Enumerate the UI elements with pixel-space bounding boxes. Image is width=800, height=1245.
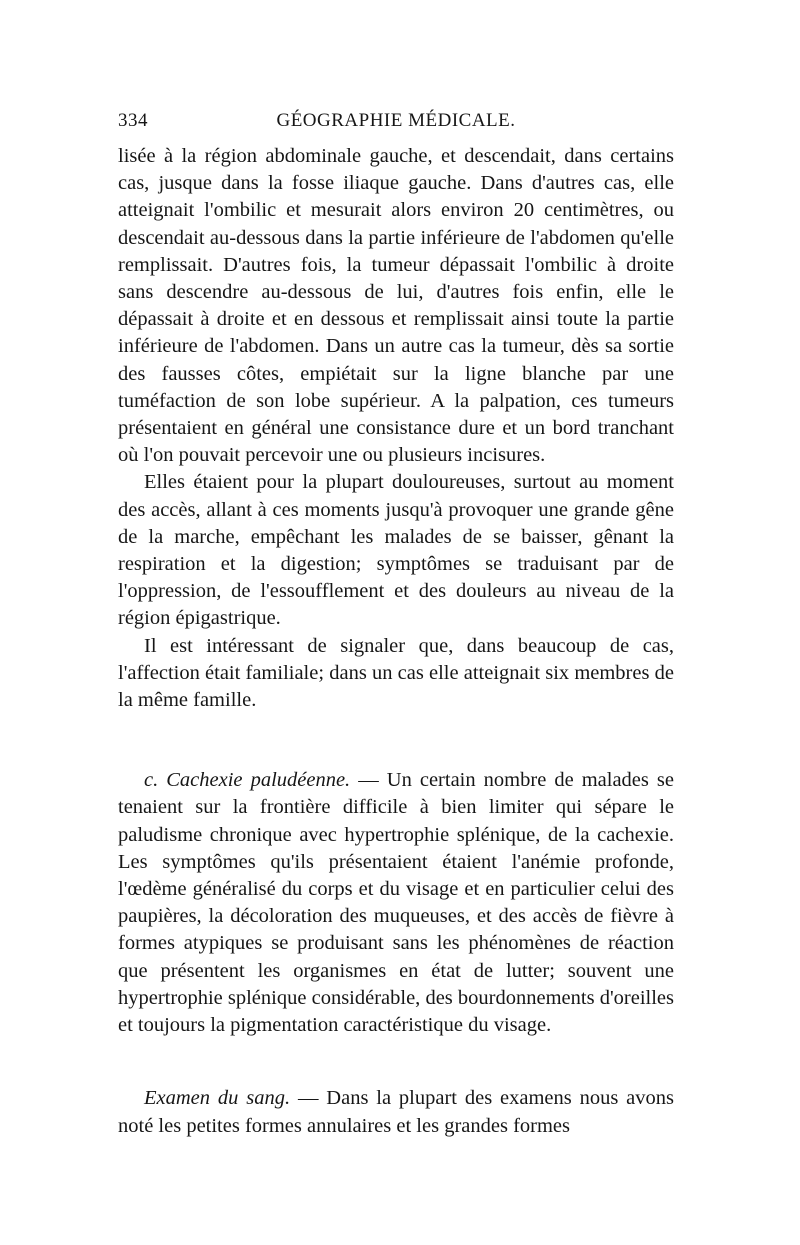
body-text [118, 143, 674, 1140]
section-heading: c. Cachexie paludéenne. [144, 769, 351, 792]
section-text: — Un certain nombre de malades se tenaient sur la frontière difficile à bien limiter qui sépare le paludisme chronique avec hypertrophie splénique, de la cachexie. Les symptômes qu'ils présentaient étaient l'anémie profonde, l'œdème généralisé du corps et du visage et en particulier celui des paupières, la décoloration des muqueuses, et des accès de fièvre à formes atypiques se produisant sans les phénomènes de réaction que présentent les organismes en état de lutter; souvent une hypertrophie splénique considérable, des bourdonnements d'oreilles et toujours la pigmentation caractéristique du visage. [118, 769, 674, 1037]
running-head [118, 110, 674, 140]
section-examen-du-sang [118, 1085, 674, 1139]
section-cachexie [118, 767, 674, 1039]
paragraph: Elles étaient pour la plupart douloureuses, surtout au moment des accès, allant à ces moments jusqu'à provoquer une grande gêne de la marche, empêchant les malades de se baisser, gênant la respiration et la digestion; symptômes se traduisant par de l'oppression, de l'essoufflement et des douleurs au niveau de la région épigastrique. [118, 471, 674, 630]
page-number: 334 [118, 110, 148, 131]
section-text: — Dans la plupart des examens nous avons noté les petites formes annulaires et les grandes formes [118, 1087, 674, 1137]
paragraph-continued: lisée à la région abdominale gauche, et descendait, dans certains cas, jusque dans la fosse iliaque gauche. Dans d'autres cas, elle atteignait l'ombilic et mesurait alors environ 20 centimètres, ou descendait au-dessous dans la partie inférieure de l'abdomen qu'elle remplissait. D'autres fois, la tumeur dépassait l'ombilic à droite sans descendre au-dessous de lui, d'autres fois enfin, elle le dépassait à droite et en dessous et remplissait ainsi toute la partie inférieure de l'abdomen. Dans un autre cas la tumeur, dès sa sortie des fausses côtes, empiétait sur la ligne blanche par une tuméfaction de son lobe supérieur. A la palpation, ces tumeurs présentaient en général une consistance dure et un bord tranchant où l'on pouvait percevoir une ou plusieurs incisures. [118, 145, 674, 467]
paragraph: Il est intéressant de signaler que, dans beaucoup de cas, l'affection était familiale; dans un cas elle atteignait six membres de la même famille. [118, 634, 674, 712]
section-heading: Examen du sang. [144, 1087, 291, 1110]
running-title: GÉOGRAPHIE MÉDICALE. [276, 110, 516, 131]
